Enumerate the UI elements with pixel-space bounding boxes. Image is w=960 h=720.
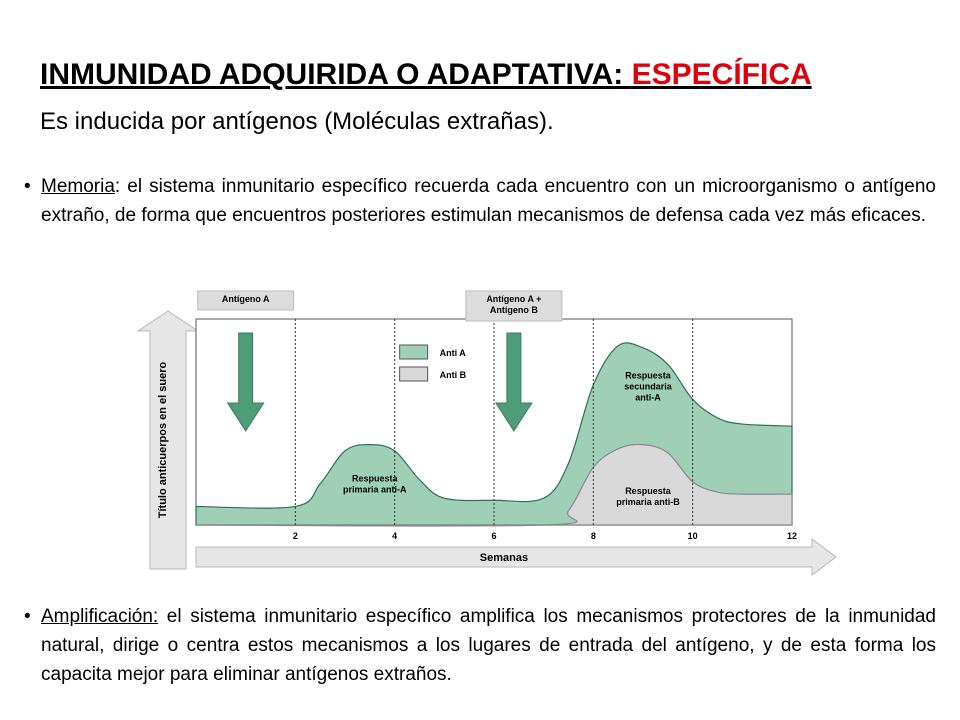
bullet-amplificacion [24,602,936,689]
x-tick-label: 12 [786,531,798,541]
annotation-label: Respuesta [625,370,671,381]
bullet-dot: • [24,176,31,197]
bullet-text: el sistema inmunitario específico amplifica los mecanismos protectores de la inmunidad natural, dirige o centra estos mecanismos a los lugares de entrada del antígeno, y de esta forma los capacita mejor para eliminar antígenos extraños. [41,606,936,685]
bullet-dot: • [24,606,31,627]
annotation-label: anti-A [635,392,661,403]
legend-swatch [400,367,428,381]
annotation-label: primaria anti-A [343,484,407,495]
slide-subtitle: Es inducida por antígenos (Moléculas extrañas). [40,108,554,135]
x-tick-label: 8 [590,531,596,541]
x-tick-label: 2 [292,531,298,541]
title-main: INMUNIDAD ADQUIRIDA O ADAPTATIVA: [40,58,632,91]
bullet-memoria [24,172,936,230]
bullet-term: Memoria [41,176,115,197]
slide-title [40,58,812,92]
legend-label: Anti A [439,348,466,358]
annotation-label: Respuesta [625,486,671,497]
x-tick-label: 6 [491,531,497,541]
x-tick-label: 10 [687,531,698,541]
injection-label: Antígeno B [489,305,538,315]
title-accent: ESPECÍFICA [631,58,812,91]
injection-label: Antígeno A + [486,294,542,304]
annotation-label: Respuesta [352,473,398,484]
legend-swatch [400,345,428,359]
bullet-text: : el sistema inmunitario específico recuerda cada encuentro con un microorganismo o antígeno extraño, de forma que encuentros posteriores estimulan mecanismos de defensa cada vez más eficaces. [41,176,936,226]
x-tick-label: 4 [392,531,398,541]
injection-label: Antígeno A [221,294,270,304]
y-axis-label: Título anticuerpos en el suero [157,361,169,519]
bullet-term: Amplificación: [41,606,159,627]
x-axis-label: Semanas [479,552,529,564]
annotation-label: primaria anti-B [616,497,680,508]
legend-label: Anti B [439,370,467,380]
antibody-response-chart [136,285,836,585]
annotation-label: secundaria [624,381,672,392]
